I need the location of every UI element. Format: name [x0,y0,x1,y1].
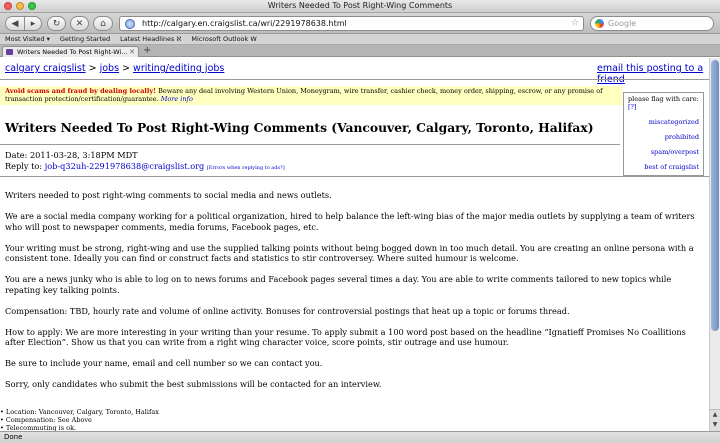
posting-body [5,190,701,400]
body-paragraph: You are a news junky who is able to log on to news forums and Facebook pages several times a day. You are able to write comments tailored to new topics while repating key talking points. [5,274,672,295]
craigslist-favicon-icon [6,49,13,55]
reload-button[interactable] [47,16,66,31]
email-to-friend-link[interactable]: email this posting to a friend [597,63,704,85]
breadcrumb-site-link[interactable]: calgary craigslist [5,63,86,74]
tab-current[interactable] [2,46,139,57]
site-identity-icon [125,19,135,29]
attribute-compensation: • Compensation: See Above [0,416,159,424]
flag-spam-link[interactable]: spam/overpost [650,148,699,156]
scroll-arrows[interactable] [710,409,720,431]
body-paragraph: Writers needed to post right-wing comments to social media and news outlets. [5,190,332,200]
body-paragraph: We are a social media company working for a political organization, hired to help balance the left-wing bias of the major media outlets by supplying a team of writers who will post to newspaper comments, media forums, Facebook pages, etc. [5,211,695,232]
body-paragraph: Your writing must be strong, right-wing and use the supplied talking points without being bogged down in too much detail. You are creating an online persona with a consistent tone. Ideally you can find or construct facts and statistics to stir controversey. Where suited humour is welcome. [5,242,694,263]
home-button[interactable] [93,16,113,31]
divider [0,79,709,80]
page-content [0,58,709,431]
zoom-window-button[interactable] [28,2,36,10]
bookmark-latest-headlines[interactable]: Latest Headlines ℵ [120,35,182,43]
breadcrumb-separator: > [85,63,100,74]
scroll-up-icon[interactable]: ▲ [712,411,718,418]
forward-button[interactable] [24,16,42,31]
body-paragraph: How to apply: We are more interesting in your writing than your resume. To apply submit a 100 word post based on the headline “Ignatieff Promises No Coallitions after Election”. Show us that you can write from a right wing character voice, score points, stir outrage and use humour. [5,326,686,347]
vertical-scrollbar[interactable] [709,58,720,431]
divider [0,144,620,145]
posting-attributes [0,408,159,431]
stop-icon: ✕ [75,18,84,29]
minimize-window-button[interactable] [16,2,24,10]
flag-help-link[interactable]: [?] [628,103,637,111]
posting-date: Date: 2011-03-28, 3:18PM MDT [5,150,138,160]
breadcrumb-writing-link[interactable]: writing/editing jobs [133,63,225,74]
breadcrumb-jobs-link[interactable]: jobs [99,63,120,74]
new-tab-button[interactable]: + [143,45,152,56]
body-paragraph: Compensation: TBD, hourly rate and volume of online activity. Bonuses for controversial postings that heat up a topic or forums thread. [5,305,570,316]
reply-label: Reply to: [5,161,45,171]
google-icon [595,19,604,28]
body-paragraph: Sorry, only candidates who submit the best submissions will be contacted for an interview. [5,379,382,389]
flag-box [623,92,704,176]
breadcrumb [5,64,224,75]
back-arrow-icon: ◀ [11,18,19,29]
more-info-link[interactable]: More info [160,95,193,103]
close-tab-icon[interactable]: ✕ [129,48,135,56]
posting-meta [5,150,285,174]
divider [0,176,709,177]
attribute-location: • Location: Vancouver, Calgary, Toronto, Halifax [0,408,159,416]
scam-warning-banner [0,86,622,105]
status-bar [0,431,720,443]
flag-heading: please flag with care: [628,95,699,103]
reply-email-link[interactable]: job-q32uh-2291978638@craigslist.org [44,161,205,171]
scroll-down-icon[interactable]: ▼ [712,421,718,428]
bookmark-microsoft-outlook[interactable]: Microsoft Outlook W [191,35,257,43]
home-icon: ⌂ [100,18,106,29]
window-controls [4,2,36,10]
bookmarks-bar [0,34,720,45]
bookmark-getting-started[interactable]: Getting Started [59,35,111,43]
reload-icon: ↻ [52,18,61,29]
address-bar[interactable] [119,16,584,31]
status-text: Done [4,433,23,441]
search-input[interactable] [590,16,714,31]
breadcrumb-separator: > [119,63,134,74]
flag-prohibited-link[interactable]: prohibited [664,133,699,141]
flag-best-of-link[interactable]: best of craigslist [644,163,699,171]
posting-title: Writers Needed To Post Right-Wing Comments (Vancouver, Calgary, Toronto, Halifax) [5,120,594,135]
search-placeholder: Google [608,19,637,28]
close-window-button[interactable] [4,2,12,10]
warning-text: Beware any deal involving Western Union, Moneygram, wire transfer, cashier check, money order, shipping, escrow, or any promise of transaction protection/certification/guarantee. [5,87,603,103]
body-paragraph: Be sure to include your name, email and cell number so we can contact you. [5,358,323,368]
back-button[interactable] [5,16,25,31]
warning-strong-text: Avoid scams and fraud by dealing locally! [5,87,157,95]
address-url: http://calgary.en.craigslist.ca/wri/2291978638.html [142,19,347,28]
reply-errors-link[interactable]: [Errors when replying to ads?] [206,165,285,171]
forward-arrow-icon: ▸ [30,18,36,29]
bookmark-most-visited[interactable]: Most Visited ▾ [5,35,50,43]
window-title: Writers Needed To Post Right-Wing Comments [267,1,453,10]
stop-button[interactable] [70,16,89,31]
attribute-telecommuting: • Telecommuting is ok. [0,424,159,431]
tab-label: Writers Needed To Post Right-Wi... [17,48,128,56]
flag-miscategorized-link[interactable]: miscategorized [648,118,699,126]
scrollbar-thumb[interactable] [711,60,719,331]
navigation-toolbar [0,13,720,34]
tab-strip [0,45,720,57]
bookmark-star-icon[interactable]: ☆ [570,18,579,28]
window-titlebar [0,0,720,13]
